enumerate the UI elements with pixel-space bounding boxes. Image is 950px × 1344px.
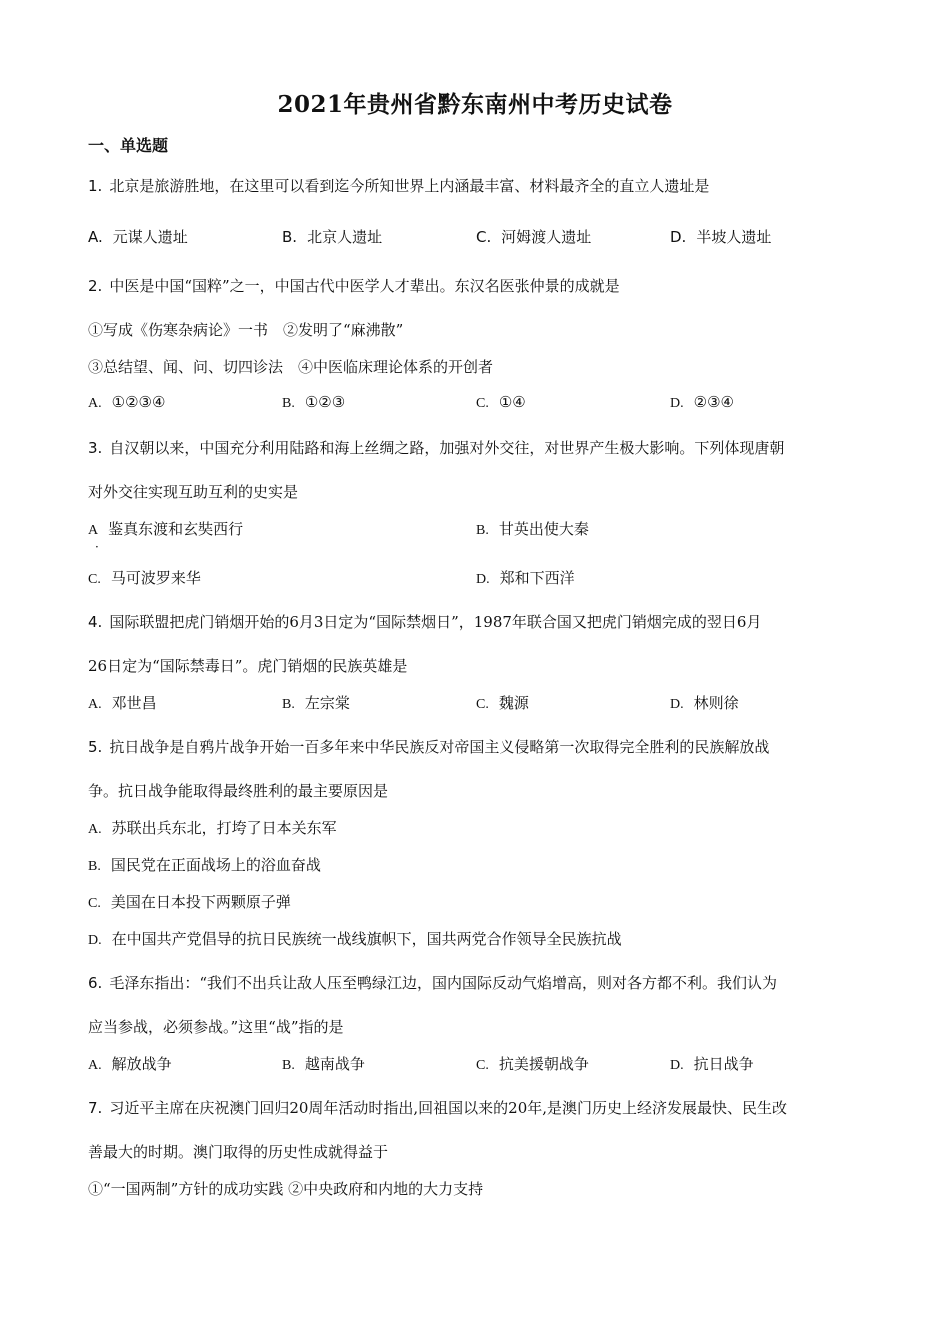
option-a[interactable] xyxy=(88,1053,172,1074)
option-text: 林则徐 xyxy=(693,694,739,712)
question-stem: 毛泽东指出：“我们不出兵让敌人压至鸭绿江边，国内国际反动气焰增高，则对各方都不利。我们认为 xyxy=(109,974,777,992)
option-c[interactable] xyxy=(476,393,526,412)
option-text: 在中国共产党倡导的抗日民族统一战线旗帜下，国共两党合作领导全民族抗战 xyxy=(111,930,622,948)
option-letter: B. xyxy=(88,859,101,874)
page-title: 2021年贵州省黔东南州中考历史试卷 xyxy=(277,91,673,118)
question-stem: 国际联盟把虎门销烟开始的6月3日定为“国际禁烟日”，1987年联合国又把虎门销烟完成的翌日6月 xyxy=(109,613,762,631)
question-stem-continued: 应当参战，必须参战。”这里“战”指的是 xyxy=(88,1018,344,1036)
option-c[interactable] xyxy=(476,1053,589,1074)
option-text: 郑和下西洋 xyxy=(499,569,575,587)
option-a[interactable] xyxy=(88,393,165,412)
question-number: 5. xyxy=(88,738,103,756)
option-a[interactable] xyxy=(88,817,337,838)
option-letter: D. xyxy=(476,572,490,587)
option-letter: C. xyxy=(476,396,489,411)
question-number: 2. xyxy=(88,277,103,295)
option-letter: A xyxy=(88,523,99,538)
option-letter: C. xyxy=(88,896,101,911)
option-text: 邓世昌 xyxy=(111,694,157,712)
option-d[interactable] xyxy=(670,226,771,247)
option-text: ①②③④ xyxy=(111,393,166,411)
option-text: 苏联出兵东北，打垮了日本关东军 xyxy=(111,819,337,837)
question-5 xyxy=(88,736,769,757)
option-letter: C. xyxy=(476,228,492,246)
option-d[interactable] xyxy=(670,692,739,713)
option-letter: D. xyxy=(670,396,684,411)
option-c[interactable] xyxy=(476,692,529,713)
question-stem: 抗日战争是自鸦片战争开始一百多年来中华民族反对帝国主义侵略第一次取得完全胜利的民族解放战 xyxy=(109,738,770,756)
option-text: 解放战争 xyxy=(111,1055,172,1073)
option-letter: C. xyxy=(88,572,101,587)
question-stem: 中医是中国“国粹”之一，中国古代中医学人才辈出。东汉名医张仲景的成就是 xyxy=(109,277,620,295)
option-b[interactable] xyxy=(476,518,589,539)
question-1 xyxy=(88,175,709,196)
option-text: 左宗棠 xyxy=(304,694,350,712)
option-text: ①②③ xyxy=(304,393,346,411)
option-text: 元谋人遗址 xyxy=(112,228,188,246)
option-d[interactable] xyxy=(476,567,575,588)
option-text: 鉴真东渡和玄奘西行 xyxy=(108,520,244,538)
option-text: 半坡人遗址 xyxy=(696,228,772,246)
option-letter: B. xyxy=(282,1058,295,1073)
question-number: 6. xyxy=(88,974,103,992)
option-a[interactable] xyxy=(88,692,157,713)
option-d[interactable] xyxy=(670,1053,754,1074)
question-stem: 自汉朝以来，中国充分利用陆路和海上丝绸之路，加强对外交往，对世界产生极大影响。下列体现唐朝 xyxy=(109,439,785,457)
option-c[interactable] xyxy=(88,891,291,912)
option-text: ②③④ xyxy=(693,393,734,411)
question-7 xyxy=(88,1097,787,1118)
option-b[interactable] xyxy=(88,854,321,875)
option-letter: B. xyxy=(476,523,489,538)
option-letter: A. xyxy=(88,1058,102,1073)
option-text: 魏源 xyxy=(498,694,529,712)
statement-line: ③总结望、闻、问、切四诊法 ④中医临床理论体系的开创者 xyxy=(88,358,494,376)
option-letter: D. xyxy=(670,697,684,712)
option-letter: B. xyxy=(282,228,298,246)
option-letter: C. xyxy=(476,697,489,712)
question-6 xyxy=(88,972,777,993)
option-a[interactable] xyxy=(88,226,188,247)
question-number: 1. xyxy=(88,177,103,195)
question-number: 7. xyxy=(88,1099,103,1117)
section-heading: 一、单选题 xyxy=(88,136,169,155)
option-b[interactable] xyxy=(282,226,382,247)
option-b[interactable] xyxy=(282,692,350,713)
option-text: 北京人遗址 xyxy=(307,228,383,246)
option-a[interactable] xyxy=(88,518,243,539)
option-letter: D. xyxy=(670,228,687,246)
question-3 xyxy=(88,437,784,458)
option-text: 抗美援朝战争 xyxy=(498,1055,589,1073)
question-2 xyxy=(88,275,620,296)
option-letter: A. xyxy=(88,228,103,246)
option-letter: B. xyxy=(282,396,295,411)
option-text: 抗日战争 xyxy=(693,1055,754,1073)
option-letter: A. xyxy=(88,697,102,712)
option-text: 国民党在正面战场上的浴血奋战 xyxy=(110,856,321,874)
option-letter: B. xyxy=(282,697,295,712)
option-c[interactable] xyxy=(88,567,201,588)
option-d[interactable] xyxy=(670,393,734,412)
question-stem-continued: 争。抗日战争能取得最终胜利的最主要原因是 xyxy=(88,782,389,800)
option-c[interactable] xyxy=(476,226,591,247)
option-b[interactable] xyxy=(282,1053,365,1074)
question-stem-continued: 26日定为“国际禁毒日”。虎门销烟的民族英雄是 xyxy=(88,657,408,675)
option-text: ①④ xyxy=(498,393,526,411)
option-letter: D. xyxy=(670,1058,684,1073)
option-letter: D. xyxy=(88,933,102,948)
stray-dot: · xyxy=(95,540,99,554)
option-letter: A. xyxy=(88,822,102,837)
question-number: 3. xyxy=(88,439,103,457)
statement-line: ①写成《伤寒杂病论》一书 ②发明了“麻沸散” xyxy=(88,321,404,339)
question-4 xyxy=(88,611,761,632)
question-stem: 北京是旅游胜地，在这里可以看到迄今所知世界上内涵最丰富、材料最齐全的直立人遗址是 xyxy=(109,177,710,195)
option-text: 河姆渡人遗址 xyxy=(501,228,592,246)
option-b[interactable] xyxy=(282,393,345,412)
question-stem: 习近平主席在庆祝澳门回归20周年活动时指出,回祖国以来的20年,是澳门历史上经济发展最快、民生改 xyxy=(109,1099,788,1117)
option-letter: C. xyxy=(476,1058,489,1073)
option-text: 越南战争 xyxy=(304,1055,365,1073)
option-d[interactable] xyxy=(88,928,622,949)
question-stem-continued: 善最大的时期。澳门取得的历史性成就得益于 xyxy=(88,1143,389,1161)
statement-line: ①“一国两制”方针的成功实践 ②中央政府和内地的大力支持 xyxy=(88,1180,484,1198)
option-text: 甘英出使大秦 xyxy=(498,520,589,538)
question-number: 4. xyxy=(88,613,103,631)
option-letter: A. xyxy=(88,396,102,411)
option-text: 美国在日本投下两颗原子弹 xyxy=(110,893,291,911)
option-text: 马可波罗来华 xyxy=(110,569,201,587)
question-stem-continued: 对外交往实现互助互利的史实是 xyxy=(88,483,299,501)
